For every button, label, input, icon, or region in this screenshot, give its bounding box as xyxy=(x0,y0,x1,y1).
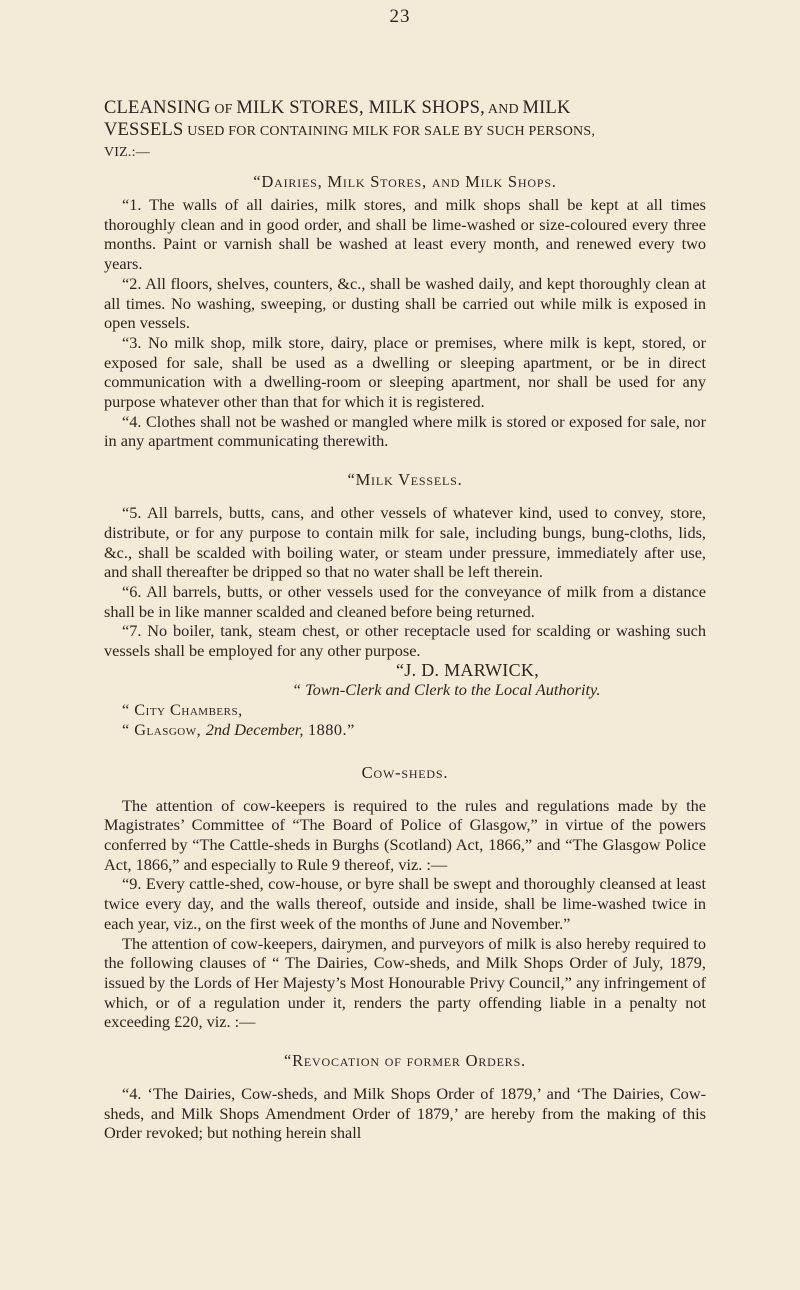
signature-block xyxy=(104,661,706,740)
page-content xyxy=(104,98,706,1143)
rule-1: “1. The walls of all dairies, milk stores, and milk shops shall be kept at all times thoroughly clean and in good order, and shall be lime-washed or size-coloured every three months. Paint or varnish shall be washed at least every month, and renewed every two years. xyxy=(104,195,706,274)
title-used-for: USED FOR CONTAINING MILK FOR SALE BY SUCH PERSONS, xyxy=(183,124,596,139)
signature-name: “J. D. MARWICK, xyxy=(396,659,539,680)
signature-address-1: “ City Chambers, xyxy=(122,700,243,720)
signature-city: “ Glasgow, xyxy=(122,719,206,739)
section-dairies xyxy=(104,195,706,451)
title-vessels: VESSELS xyxy=(104,120,184,140)
rule-3: “3. No milk shop, milk store, dairy, place or premises, where milk is kept, stored, or exposed for sale, shall be used as a dwelling or sleeping apartment, or be in direct communication with a dwelling-room or sleeping apartment, nor shall be used for any purpose whatever other than that for which it is registered. xyxy=(104,332,706,412)
rule-9: “9. Every cattle-shed, cow-house, or byre shall be swept and thoroughly cleansed at least twice every day, and the walls thereof, outside and inside, shall be lime-washed twice in each year, viz., on the first week of the months of June and November.” xyxy=(104,874,706,933)
section-heading-milk-vessels: “Milk Vessels. xyxy=(347,470,463,490)
title-line-1 xyxy=(104,98,706,120)
section-revocation xyxy=(104,1084,706,1143)
rule-7: “7. No boiler, tank, steam chest, or other receptacle used for scalding or washing such vessels shall be employed for any other purpose. xyxy=(104,621,706,661)
title-line-3: VIZ.:— xyxy=(104,145,150,160)
rule-5: “5. All barrels, butts, cans, and other vessels of whatever kind, used to convey, store, distribute, or for any purpose to contain milk for sale, including bungs, bung-cloths, lids, &c., shall be scalded with boiling water, or steam under pressure, immediately after use, and shall thereafter be dripped so that no water shall be left therein. xyxy=(104,503,706,582)
title-milk-stores: MILK STORES, MILK SHOPS, xyxy=(236,98,485,118)
title-cleansing: CLEANSING xyxy=(104,98,211,118)
title-milk: MILK xyxy=(522,98,571,118)
title-and: AND xyxy=(484,102,523,117)
section-heading-cow-sheds: Cow-sheds. xyxy=(361,762,449,782)
signature-address-2 xyxy=(104,720,706,740)
signature-date: 2nd December, xyxy=(205,719,304,739)
page-number: 23 xyxy=(389,6,411,27)
document-title xyxy=(104,98,706,163)
cow-sheds-intro: The attention of cow-keepers is required to the rules and regulations made by the Magistrates’ Committee of “The Board of Police of Glasgow,” in virtue of the powers conferred by “The Cattle-sheds in Burghs (Scotland) Act, 1866,” and “The Glasgow Police Act, 1866,” and especially to Rule 9 thereof, viz. :— xyxy=(104,795,706,874)
section-heading-dairies: “Dairies, Milk Stores, and Milk Shops. xyxy=(253,172,557,191)
revocation-clause-4: “4. ‘The Dairies, Cow-sheds, and Milk Shops Order of 1879,’ and ‘The Dairies, Cow-sheds, and Milk Shops Amendment Order of 1879,’ are hereby from the making of this Order revoked; but nothing herein shall xyxy=(104,1084,706,1143)
rule-6: “6. All barrels, butts, or other vessels used for the conveyance of milk from a distance shall be in like manner scalded and cleaned before being returned. xyxy=(104,581,706,621)
section-milk-vessels xyxy=(104,503,706,661)
rule-2: “2. All floors, shelves, counters, &c., shall be washed daily, and kept thoroughly clean at all times. No washing, sweeping, or dusting shall be carried out while milk is exposed in open vessels. xyxy=(104,273,706,333)
signature-title: “ Town-Clerk and Clerk to the Local Authority. xyxy=(292,680,601,700)
section-cow-sheds xyxy=(104,796,706,1032)
cow-sheds-attention: The attention of cow-keepers, dairymen, and purveyors of milk is also hereby required to the following clauses of “ The Dairies, Cow-sheds, and Milk Shops Order of July, 1879, issued by the Lords of Her Majesty’s Most Honourable Privy Council,” any infringement of which, or of a regulation under it, renders the party offending liable in a penalty not exceeding £20, viz. :— xyxy=(104,933,706,1032)
title-of: OF xyxy=(210,102,237,117)
title-line-2 xyxy=(104,120,706,142)
section-heading-revocation: “Revocation of former Orders. xyxy=(284,1051,526,1071)
signature-year: 1880.” xyxy=(303,719,355,739)
rule-4: “4. Clothes shall not be washed or mangled where milk is stored or exposed for sale, nor in any apartment communicating therewith. xyxy=(104,411,706,451)
